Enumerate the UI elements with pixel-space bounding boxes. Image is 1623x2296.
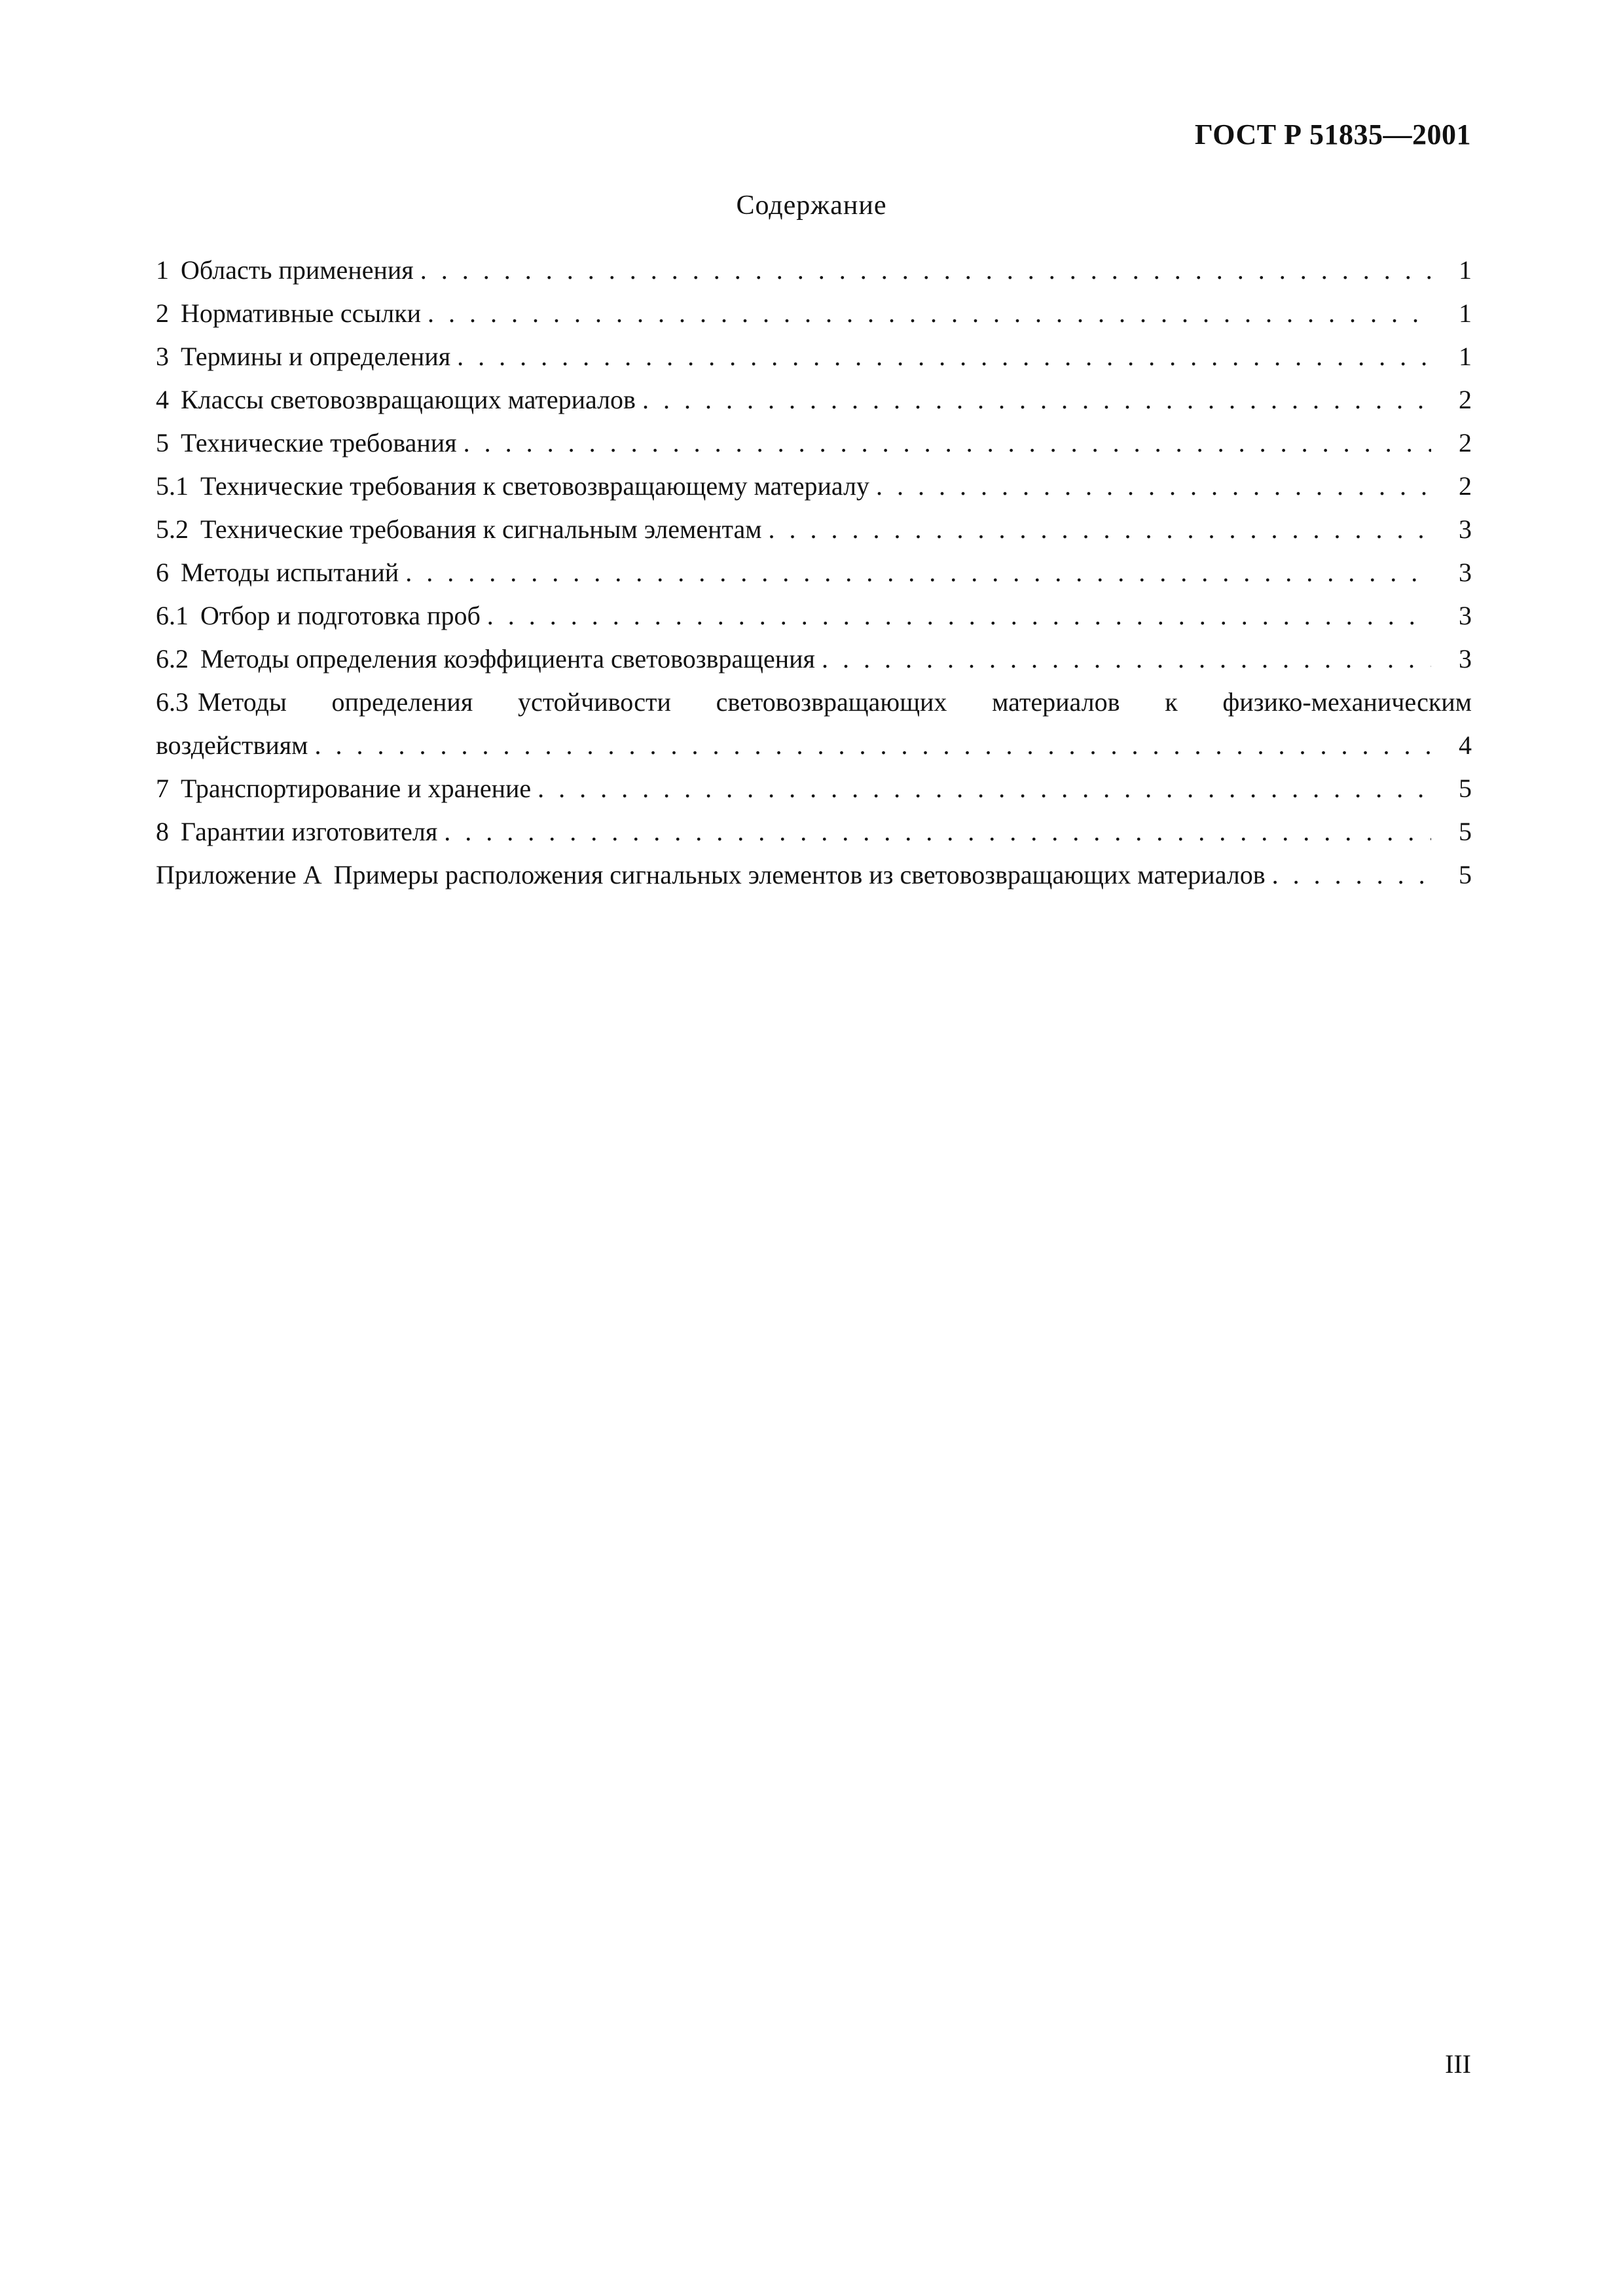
- toc-item-title: Классы световозвращающих материалов: [181, 385, 636, 414]
- toc-item-title: Термины и определения: [181, 342, 451, 371]
- toc-item-page: 5: [1459, 817, 1472, 846]
- toc-item-number: 7: [156, 774, 169, 803]
- toc-leader-dots: [428, 292, 1431, 335]
- toc-item-page: 1: [1459, 342, 1472, 371]
- toc-leader-dots: [444, 810, 1431, 853]
- toc-item-6[interactable]: [156, 551, 1472, 594]
- toc-item-5-1[interactable]: [156, 465, 1472, 508]
- toc-leader-dots: [769, 508, 1431, 551]
- toc-leader-dots: [420, 249, 1431, 292]
- toc-item-1[interactable]: [156, 249, 1472, 292]
- toc-item-page: 3: [1459, 644, 1472, 673]
- toc-item-page: 1: [1459, 298, 1472, 328]
- toc-item-4[interactable]: [156, 378, 1472, 422]
- toc-leader-dots: [1272, 853, 1431, 897]
- toc-item-6-3-line1[interactable]: [156, 681, 1472, 724]
- toc-item-title: Технические требования к световозвращающему материалу: [200, 471, 869, 501]
- toc-item-number: 4: [156, 385, 169, 414]
- toc-item-page: 3: [1459, 558, 1472, 587]
- toc-item-page: 2: [1459, 428, 1472, 457]
- toc-item-page: 5: [1459, 860, 1472, 889]
- toc-item-number: 3: [156, 342, 169, 371]
- toc-item-title: Примеры расположения сигнальных элементов из световозвращающих материалов: [333, 860, 1266, 889]
- toc-leader-dots: [314, 724, 1431, 767]
- toc-item-title: Технические требования: [181, 428, 457, 457]
- toc-title: Содержание: [736, 190, 887, 221]
- toc-item-number: 6.2: [156, 644, 189, 673]
- toc-item-title: Отбор и подготовка проб: [200, 601, 481, 630]
- toc-item-title: Методы определения коэффициента световозвращения: [200, 644, 815, 673]
- toc-item-6-2[interactable]: [156, 637, 1472, 681]
- toc-leader-dots: [405, 551, 1431, 594]
- toc-leader-dots: [457, 335, 1431, 378]
- toc-item-title: Методы испытаний: [181, 558, 399, 587]
- toc-item-title: Нормативные ссылки: [181, 298, 422, 328]
- toc-item-page: 1: [1459, 255, 1472, 285]
- toc-item-page: 2: [1459, 471, 1472, 501]
- toc-item-number: 6: [156, 558, 169, 587]
- toc-item-page: 3: [1459, 514, 1472, 544]
- toc-item-7[interactable]: [156, 767, 1472, 810]
- toc-item-title-continued: воздействиям: [156, 730, 308, 760]
- toc-item-number: 8: [156, 817, 169, 846]
- toc-item-5-2[interactable]: [156, 508, 1472, 551]
- toc-item-title: Технические требования к сигнальным элементам: [200, 514, 762, 544]
- toc-item-page: 2: [1459, 385, 1472, 414]
- toc-leader-dots: [822, 637, 1431, 681]
- toc-item-page: 5: [1459, 774, 1472, 803]
- table-of-contents: [156, 249, 1472, 897]
- document-code: ГОСТ Р 51835—2001: [1194, 118, 1471, 151]
- toc-item-number: 5: [156, 428, 169, 457]
- toc-leader-dots: [642, 378, 1431, 422]
- toc-item-page: 3: [1459, 601, 1472, 630]
- toc-item-5[interactable]: [156, 422, 1472, 465]
- toc-item-8[interactable]: [156, 810, 1472, 853]
- toc-item-3[interactable]: [156, 335, 1472, 378]
- toc-item-number: 5.1: [156, 471, 189, 501]
- toc-item-number: 2: [156, 298, 169, 328]
- toc-item-appendix-a[interactable]: [156, 853, 1472, 897]
- toc-item-2[interactable]: [156, 292, 1472, 335]
- page-number: III: [1445, 2049, 1471, 2079]
- toc-leader-dots: [538, 767, 1431, 810]
- toc-item-page: 4: [1459, 730, 1472, 760]
- toc-item-number: 1: [156, 255, 169, 285]
- toc-item-number: 5.2: [156, 514, 189, 544]
- toc-item-title: Методы определения устойчивости световозвращающих материалов к физико-механическим: [198, 687, 1472, 717]
- toc-leader-dots: [487, 594, 1431, 637]
- toc-item-number: 6.1: [156, 601, 189, 630]
- toc-item-number: 6.3: [156, 687, 189, 717]
- toc-leader-dots: [464, 422, 1431, 465]
- toc-item-title: Область применения: [181, 255, 414, 285]
- toc-item-title: Транспортирование и хранение: [181, 774, 532, 803]
- toc-item-6-3-line2[interactable]: [156, 724, 1472, 767]
- toc-item-6-1[interactable]: [156, 594, 1472, 637]
- toc-leader-dots: [876, 465, 1431, 508]
- toc-item-number: Приложение А: [156, 860, 322, 889]
- toc-item-title: Гарантии изготовителя: [181, 817, 438, 846]
